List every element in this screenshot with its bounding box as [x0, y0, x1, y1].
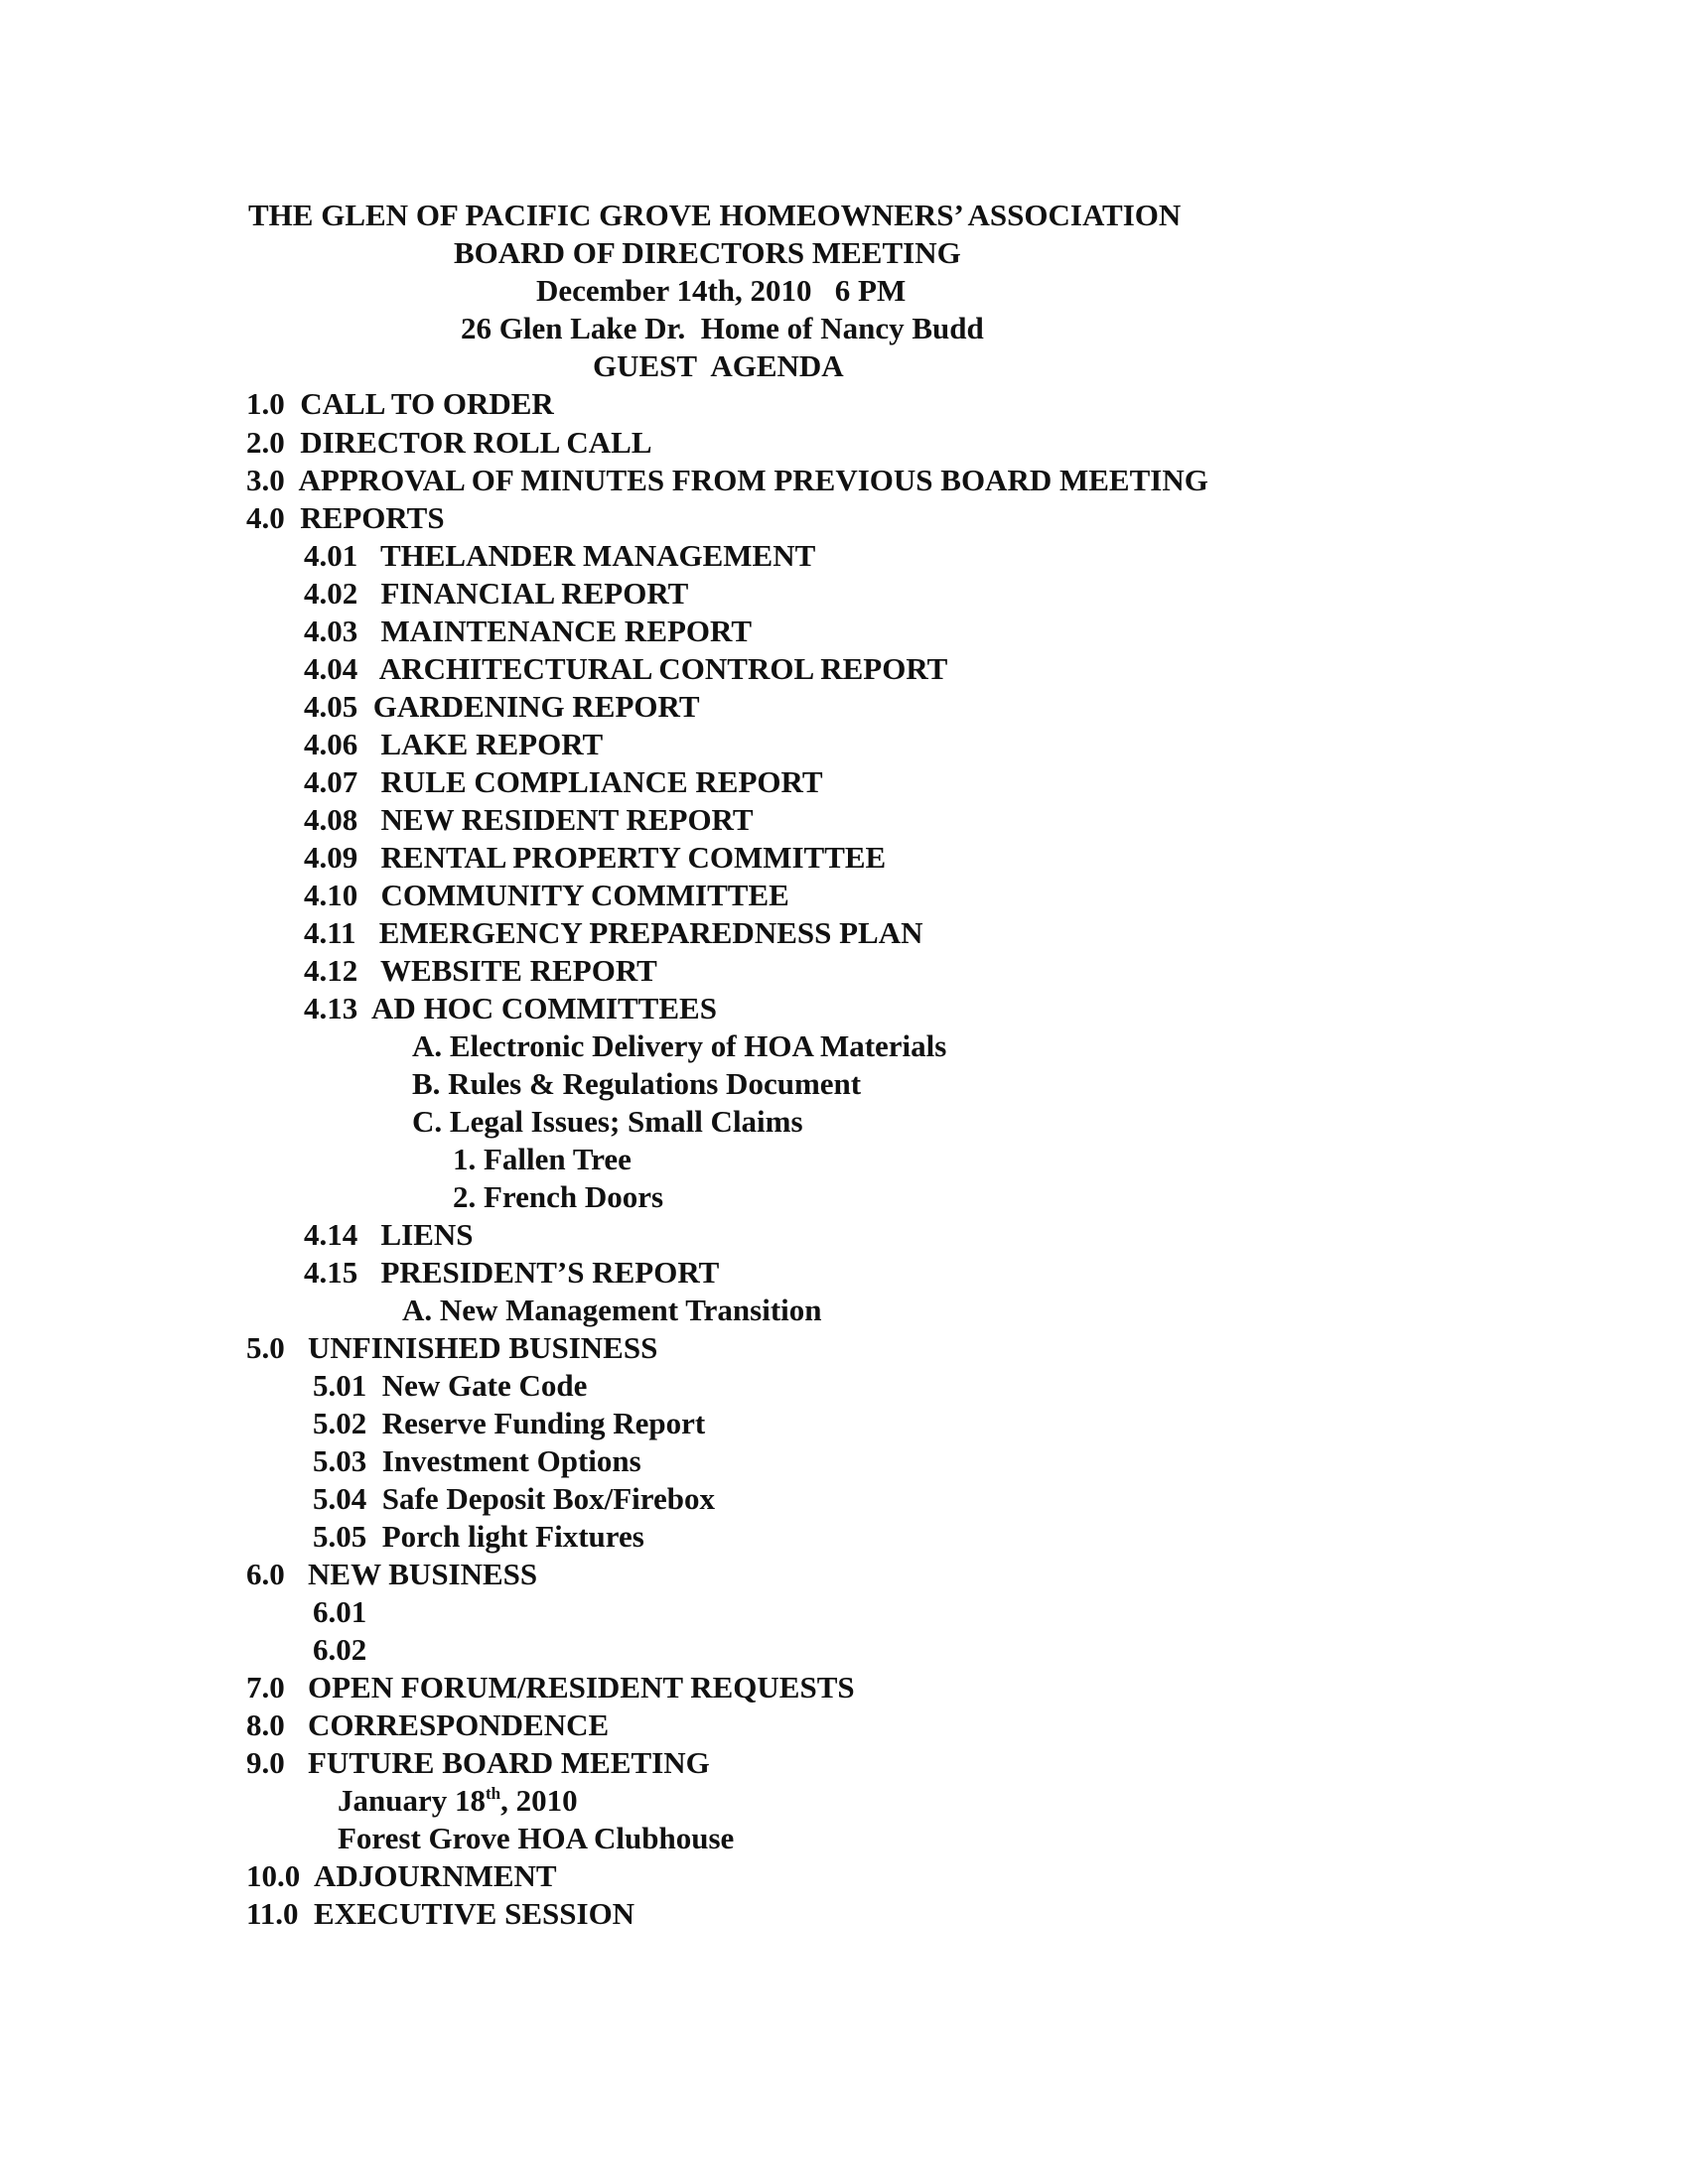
agenda-item-4-14: 4.14 LIENS: [304, 1217, 474, 1252]
agenda-item-4-06: 4.06 LAKE REPORT: [304, 727, 604, 761]
agenda-item-6-02: 6.02: [313, 1632, 367, 1667]
future-meeting-date-year: , 2010: [500, 1783, 578, 1818]
agenda-item-4-11: 4.11 EMERGENCY PREPAREDNESS PLAN: [304, 915, 923, 950]
agenda-item-4: 4.0 REPORTS: [246, 500, 445, 535]
future-meeting-date-main: January 18: [338, 1783, 486, 1818]
agenda-item-4-13-c: C. Legal Issues; Small Claims: [412, 1104, 803, 1139]
agenda-item-5-03: 5.03 Investment Options: [313, 1443, 641, 1478]
agenda-item-4-08: 4.08 NEW RESIDENT REPORT: [304, 802, 754, 837]
agenda-item-4-10: 4.10 COMMUNITY COMMITTEE: [304, 878, 789, 912]
agenda-item-4-09: 4.09 RENTAL PROPERTY COMMITTEE: [304, 840, 887, 875]
meeting-title: BOARD OF DIRECTORS MEETING: [454, 235, 961, 270]
agenda-item-4-05: 4.05 GARDENING REPORT: [304, 689, 700, 724]
meeting-date-time: December 14th, 2010 6 PM: [536, 273, 907, 308]
agenda-item-4-02: 4.02 FINANCIAL REPORT: [304, 576, 689, 611]
future-meeting-date-suffix: th: [486, 1784, 501, 1803]
agenda-item-4-07: 4.07 RULE COMPLIANCE REPORT: [304, 764, 823, 799]
agenda-item-5-04: 5.04 Safe Deposit Box/Firebox: [313, 1481, 715, 1516]
association-title: THE GLEN OF PACIFIC GROVE HOMEOWNERS’ ASSOCIATION: [248, 198, 1182, 232]
agenda-item-5-01: 5.01 New Gate Code: [313, 1368, 588, 1403]
agenda-item-4-01: 4.01 THELANDER MANAGEMENT: [304, 538, 816, 573]
agenda-item-8: 8.0 CORRESPONDENCE: [246, 1707, 610, 1742]
agenda-item-5-02: 5.02 Reserve Funding Report: [313, 1406, 706, 1440]
agenda-item-6-01: 6.01: [313, 1594, 367, 1629]
agenda-item-4-13-c-2: 2. French Doors: [453, 1179, 664, 1214]
agenda-item-4-15-a: A. New Management Transition: [402, 1293, 822, 1327]
agenda-item-9: 9.0 FUTURE BOARD MEETING: [246, 1745, 710, 1780]
agenda-item-1: 1.0 CALL TO ORDER: [246, 386, 554, 421]
meeting-location: 26 Glen Lake Dr. Home of Nancy Budd: [461, 311, 984, 345]
agenda-item-5-05: 5.05 Porch light Fixtures: [313, 1519, 644, 1554]
future-meeting-date: [338, 1782, 578, 1820]
agenda-item-4-13-b: B. Rules & Regulations Document: [412, 1066, 862, 1101]
agenda-item-2: 2.0 DIRECTOR ROLL CALL: [246, 425, 652, 460]
agenda-item-4-15: 4.15 PRESIDENT’S REPORT: [304, 1255, 720, 1290]
agenda-item-4-04: 4.04 ARCHITECTURAL CONTROL REPORT: [304, 651, 948, 686]
agenda-item-4-13: 4.13 AD HOC COMMITTEES: [304, 991, 717, 1025]
agenda-item-3: 3.0 APPROVAL OF MINUTES FROM PREVIOUS BOARD MEETING: [246, 463, 1208, 497]
agenda-item-5: 5.0 UNFINISHED BUSINESS: [246, 1330, 658, 1365]
agenda-item-4-12: 4.12 WEBSITE REPORT: [304, 953, 657, 988]
agenda-item-4-03: 4.03 MAINTENANCE REPORT: [304, 614, 753, 648]
agenda-item-6: 6.0 NEW BUSINESS: [246, 1557, 538, 1591]
future-meeting-place: Forest Grove HOA Clubhouse: [338, 1821, 735, 1855]
agenda-item-4-13-c-1: 1. Fallen Tree: [453, 1142, 632, 1176]
agenda-item-4-13-a: A. Electronic Delivery of HOA Materials: [412, 1028, 947, 1063]
agenda-item-10: 10.0 ADJOURNMENT: [246, 1858, 557, 1893]
agenda-type: GUEST AGENDA: [593, 348, 844, 383]
agenda-item-11: 11.0 EXECUTIVE SESSION: [246, 1896, 635, 1931]
agenda-item-7: 7.0 OPEN FORUM/RESIDENT REQUESTS: [246, 1670, 855, 1705]
